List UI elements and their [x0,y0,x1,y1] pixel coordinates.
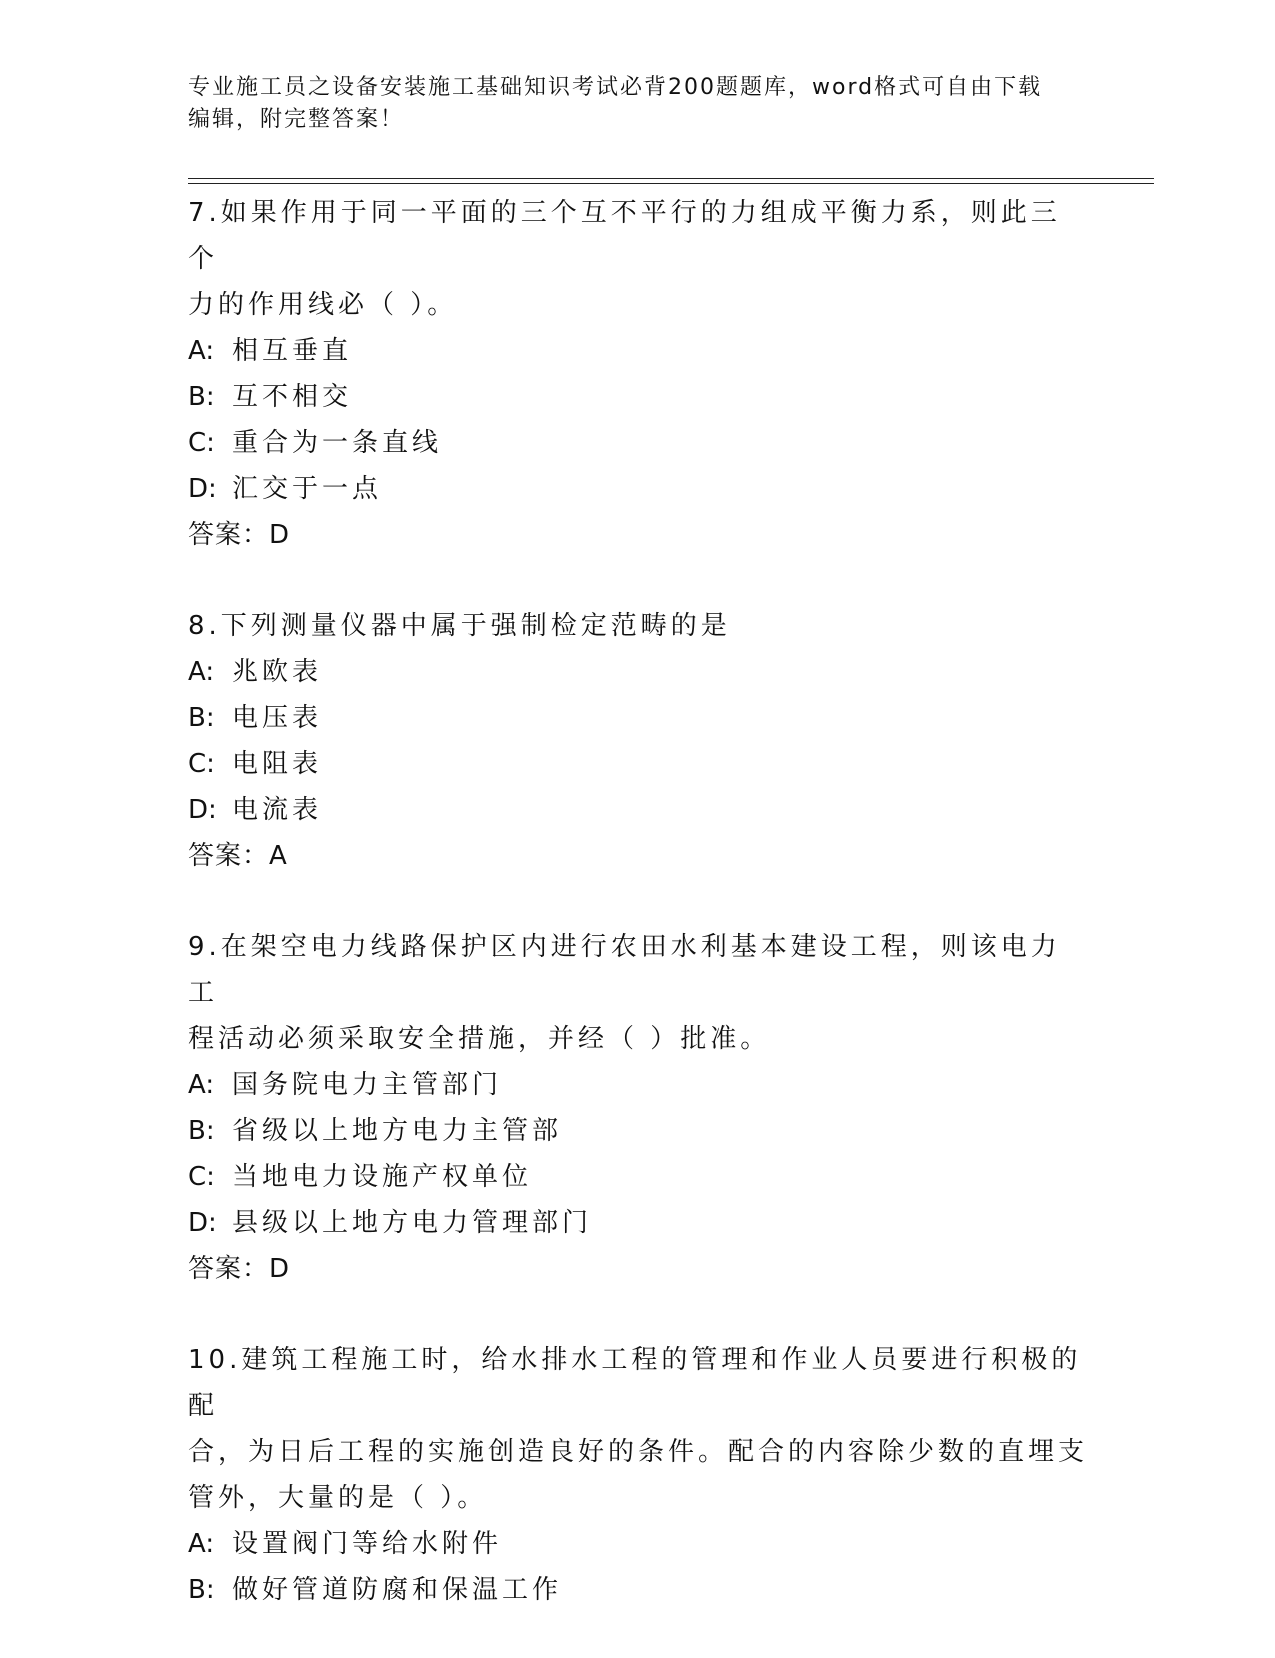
option-letter: C: [188,428,215,458]
option-a [188,328,1088,374]
question-stem [188,924,1088,1062]
answer-label: 答案：A [188,841,288,871]
option-text: 做好管道防腐和保温工作 [232,1575,563,1605]
question-stem-line: 程活动必须采取安全措施，并经（ ）批准。 [188,1024,771,1054]
option-letter: A: [188,1529,215,1559]
answer-label: 答案：D [188,1254,291,1284]
header-line-1: 专业施工员之设备安装施工基础知识考试必背200题题库，word格式可自由下载 [188,75,1043,100]
option-letter: B: [188,1575,215,1605]
question-stem [188,1337,1088,1521]
option-a [188,649,1088,695]
option-d [188,466,1088,512]
question-item [188,603,1088,879]
option-c [188,741,1088,787]
option-text: 当地电力设施产权单位 [232,1162,533,1192]
option-d [188,1200,1088,1246]
question-stem-line: 8.下列测量仪器中属于强制检定范畴的是 [188,611,731,641]
option-c [188,1154,1088,1200]
option-text: 电阻表 [232,749,323,779]
option-text: 汇交于一点 [232,474,383,504]
option-text: 电压表 [232,703,323,733]
question-stem-line: 合，为日后工程的实施创造良好的条件。配合的内容除少数的直埋支 [188,1437,1089,1467]
header-line-2: 编辑，附完整答案！ [188,107,405,132]
header-divider-top [188,178,1154,179]
question-item [188,924,1088,1292]
option-letter: A: [188,1070,215,1100]
option-text: 县级以上地方电力管理部门 [232,1208,593,1238]
option-letter: D: [188,474,217,504]
option-text: 省级以上地方电力主管部 [232,1116,563,1146]
option-d [188,787,1088,833]
question-stem-line: 7.如果作用于同一平面的三个互不平行的力组成平衡力系，则此三个 [188,198,1061,274]
option-letter: A: [188,336,215,366]
header-divider-bottom [188,183,1154,184]
option-text: 设置阀门等给水附件 [232,1529,503,1559]
option-b [188,374,1088,420]
option-text: 互不相交 [232,382,353,412]
option-b [188,695,1088,741]
answer-label: 答案：D [188,520,291,550]
document-header [188,72,1088,136]
option-b [188,1567,1088,1613]
option-text: 电流表 [232,795,323,825]
question-stem-line: 力的作用线必（ ）。 [188,290,458,320]
option-c [188,420,1088,466]
option-a [188,1062,1088,1108]
option-letter: D: [188,795,217,825]
question-stem [188,603,1088,649]
option-text: 相互垂直 [232,336,353,366]
question-stem-line: 10.建筑工程施工时，给水排水工程的管理和作业人员要进行积极的配 [188,1345,1082,1421]
option-b [188,1108,1088,1154]
option-a [188,1521,1088,1567]
option-text: 兆欧表 [232,657,323,687]
option-letter: B: [188,703,215,733]
question-item [188,190,1088,558]
question-stem [188,190,1088,328]
option-letter: B: [188,1116,215,1146]
option-letter: C: [188,1162,215,1192]
question-list [188,190,1088,1658]
option-text: 重合为一条直线 [232,428,443,458]
option-letter: C: [188,749,215,779]
option-letter: D: [188,1208,217,1238]
option-letter: B: [188,382,215,412]
question-stem-line: 9.在架空电力线路保护区内进行农田水利基本建设工程，则该电力工 [188,932,1061,1008]
option-letter: A: [188,657,215,687]
question-stem-line: 管外，大量的是（ ）。 [188,1483,488,1513]
question-item [188,1337,1088,1613]
option-text: 国务院电力主管部门 [232,1070,503,1100]
